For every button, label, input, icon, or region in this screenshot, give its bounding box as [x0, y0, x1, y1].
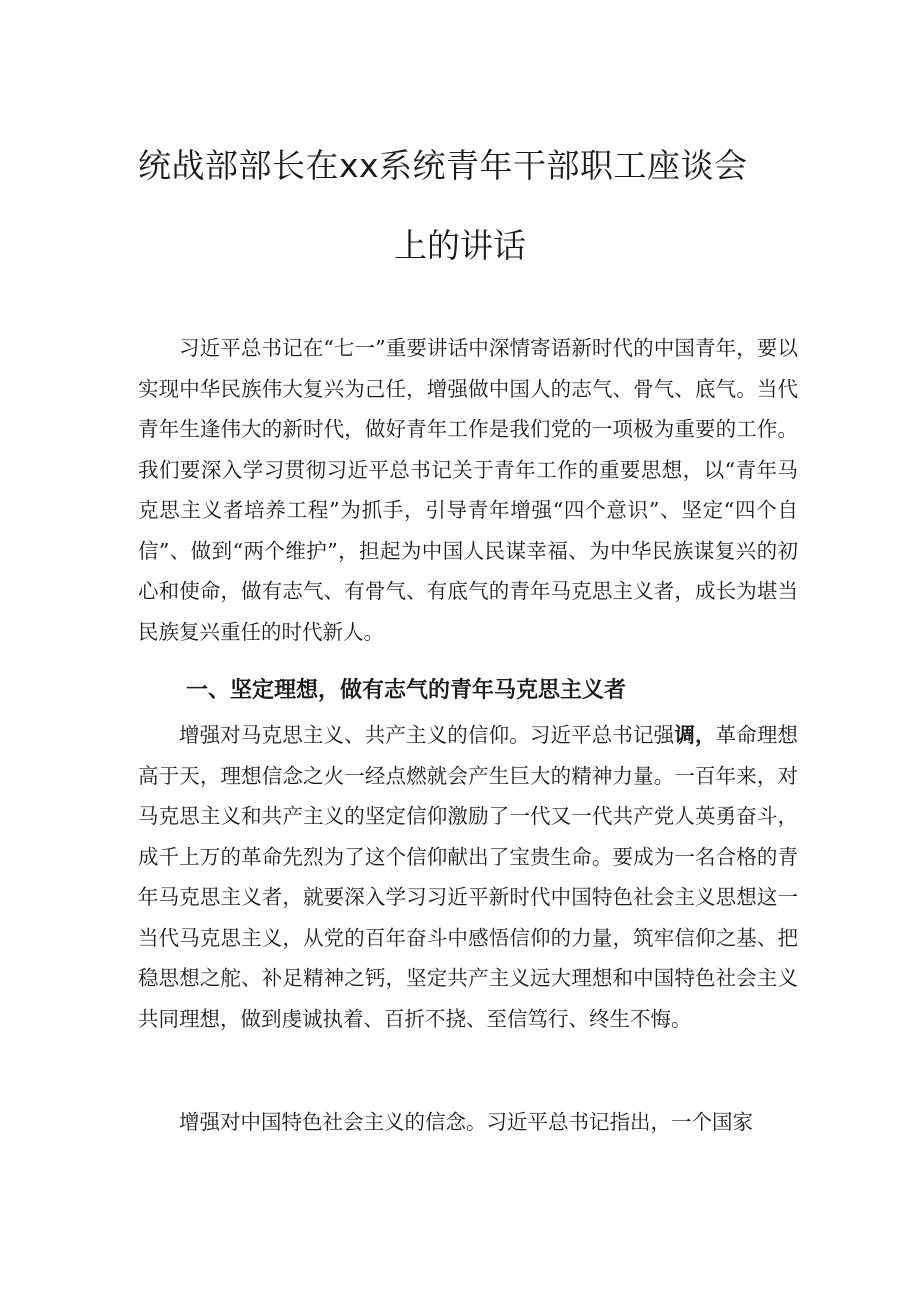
- document-title-line2: 上的讲话: [394, 226, 526, 265]
- paragraph-belief-marxism-part1: 增强对马克思主义、共产主义的信仰。习近平总书记强: [179, 723, 675, 747]
- document-title-line1: 统战部部长在xx系统青年干部职工座谈会: [138, 146, 748, 185]
- paragraph-intro: [138, 328, 798, 652]
- paragraph-belief-marxism-part2: 革命理想高于天，理想信念之火一经点燃就会产生巨大的精神力量。一百年来，对马克思主义和共产主义的坚定信仰激励了一代又一代共产党人英勇奋斗，成千上万的革命先烈为了这个信仰献出了宝贵生命。要成为一名合格的青年马克思主义者，就要深入学习习近平新时代中国特色社会主义思想这一当代马克思主义，从党的百年奋斗中感悟信仰的力量，筑牢信仰之基、把稳思想之舵、补足精神之钙，坚定共产主义远大理想和中国特色社会主义共同理想，做到虔诚执着、百折不挠、至信笃行、终生不悔。: [138, 723, 799, 1031]
- paragraph-belief-socialism: [138, 1102, 798, 1143]
- paragraph-belief-marxism-bold: 调，: [674, 723, 716, 747]
- paragraph-belief-marxism-text: [138, 715, 798, 1039]
- paragraph-intro-text: 习近平总书记在“七一”重要讲话中深情寄语新时代的中国青年，要以实现中华民族伟大复兴为己任，增强做中国人的志气、骨气、底气。当代青年生逢伟大的新时代，做好青年工作是我们党的一项极为重要的工作。我们要深入学习贯彻习近平总书记关于青年工作的重要思想，以“青年马克思主义者培养工程”为抓手，引导青年增强“四个意识”、坚定“四个自信”、做到“两个维护”，担起为中国人民谋幸福、为中华民族谋复兴的初心和使命，做有志气、有骨气、有底气的青年马克思主义者，成长为堪当民族复兴重任的时代新人。: [138, 336, 798, 644]
- paragraph-belief-marxism: [138, 715, 798, 1039]
- section-heading-1: 一、坚定理想，做有志气的青年马克思主义者: [186, 678, 627, 703]
- paragraph-belief-socialism-text: 增强对中国特色社会主义的信念。习近平总书记指出，一个国家: [179, 1110, 753, 1134]
